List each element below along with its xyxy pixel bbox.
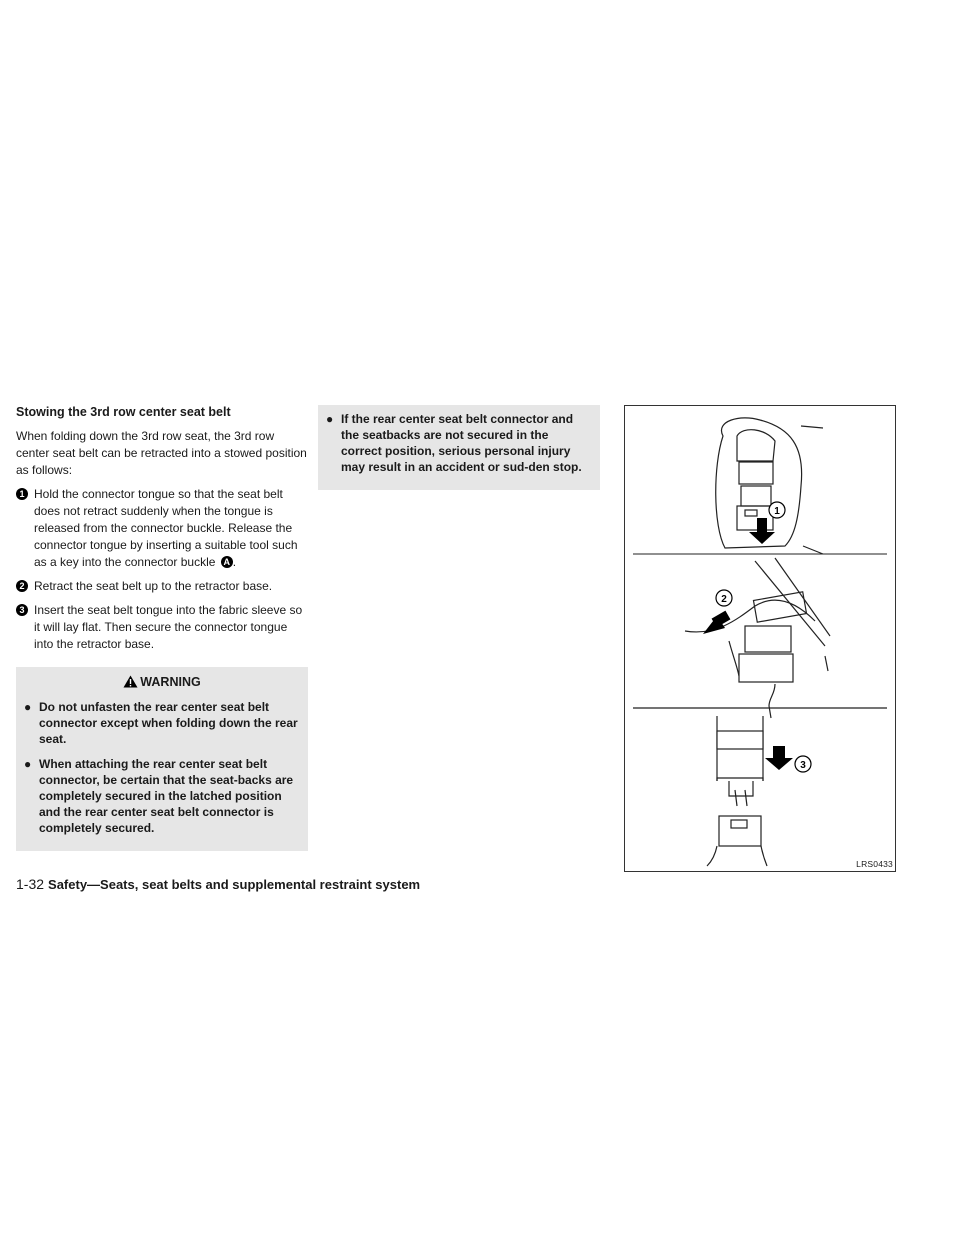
bullet-dot: ● [24, 700, 32, 714]
bullet-dot: ● [326, 412, 334, 426]
bullet-dot: ● [24, 757, 32, 771]
warning-box-continued [318, 405, 600, 490]
step-1 [16, 486, 308, 571]
intro-paragraph: When folding down the 3rd row seat, the 3rd row center seat belt can be retracted into a stowed position as follows: [16, 429, 307, 477]
step-text: Insert the seat belt tongue into the fabric sleeve so it will lay flat. Then secure the connector tongue into the retractor base. [34, 603, 303, 651]
callout-a-badge: A [221, 556, 233, 568]
step-text: Retract the seat belt up to the retractor base. [34, 579, 273, 593]
warning-bullet-text: If the rear center seat belt connector and the seatbacks are not secured in the correct position, serious personal injury may result in an accident or sud-den stop. [341, 412, 582, 474]
left-column [16, 405, 308, 851]
warning-title-text: WARNING [140, 675, 201, 689]
warning-bullet [326, 411, 592, 475]
warning-bullet-text: Do not unfasten the rear center seat belt connector except when folding down the rear seat. [39, 700, 298, 746]
step-number-badge: 2 [16, 580, 28, 592]
figure-label-3: 3 [800, 760, 806, 771]
page-number: 1-32 [16, 876, 45, 892]
figure-label-1: 1 [774, 506, 780, 517]
figure-label-2: 2 [721, 594, 727, 605]
warning-bullet [24, 699, 300, 747]
section-title: Safety—Seats, seat belts and supplemental restraint system [48, 877, 421, 892]
section-heading: Stowing the 3rd row center seat belt [16, 405, 231, 419]
middle-column [318, 405, 600, 490]
warning-box [16, 667, 308, 851]
warning-bullet [24, 756, 300, 836]
step-3 [16, 602, 308, 653]
figure-code: LRS0433 [856, 859, 893, 869]
warning-title [24, 675, 300, 689]
illustration-drawing [625, 406, 895, 871]
warning-triangle-icon [123, 675, 138, 688]
page-footer [16, 876, 420, 892]
step-2 [16, 578, 308, 595]
step-number-badge: 3 [16, 604, 28, 616]
step-number-badge: 1 [16, 488, 28, 500]
seat-belt-illustration [624, 405, 896, 872]
step-text-end: . [232, 555, 237, 569]
step-text: Hold the connector tongue so that the seat belt does not retract suddenly when the tongue is released from the connector buckle. Release the connector tongue by inserting a suitable tool such as a key into the connector buckle [34, 487, 298, 569]
warning-bullet-text: When attaching the rear center seat belt connector, be certain that the seat-backs are completely secured in the latched position and the rear center seat belt connector is completely secured. [39, 757, 294, 835]
